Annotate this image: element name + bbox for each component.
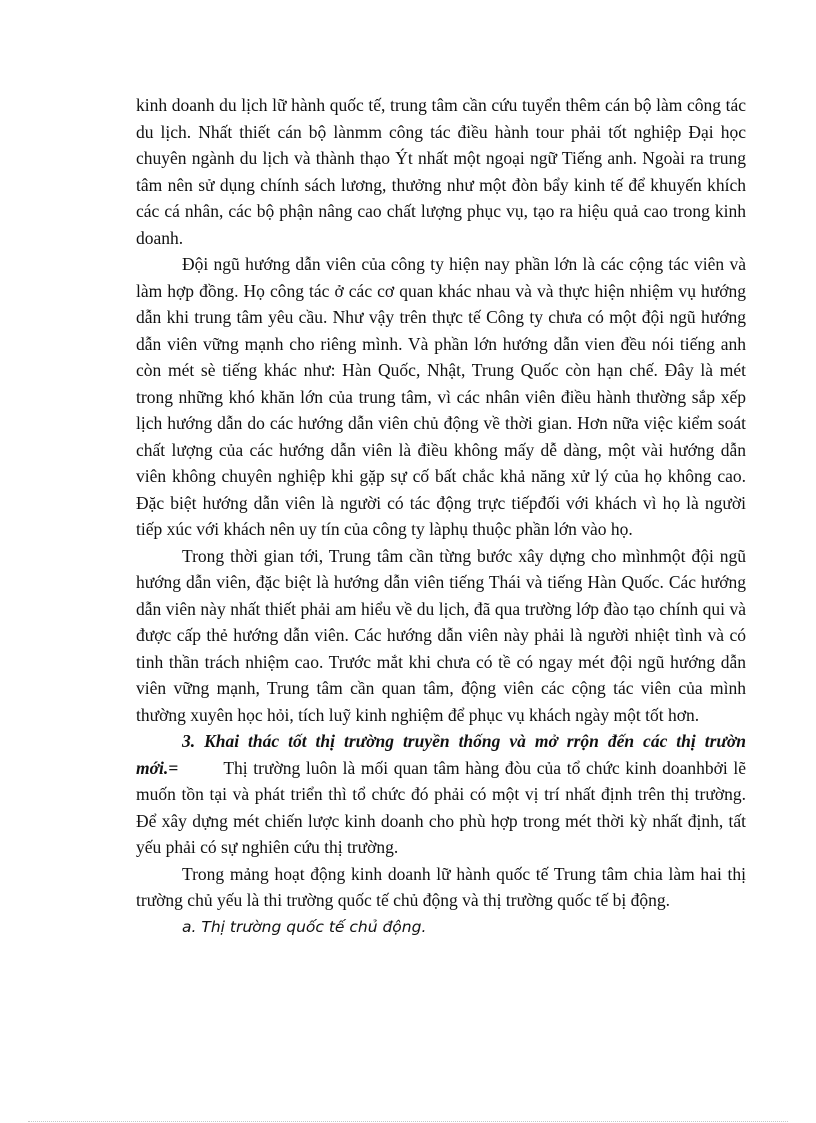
paragraph-tour-guides: Đội ngũ hướng dẫn viên của công ty hiện nay phần lớn là các cộng tác viên và làm hợp đồng. Họ công tác ở các cơ quan khác nhau và và thực hiện nhiệm vụ hướng dẫn khi trung tâm yêu cầu. Như vậy trên thực tế Công ty chưa có một đội ngũ hướng dẫn viên vững mạnh cho riêng mình. Và phần lớn hướng dẫn vien đều nói tiếng anh còn mét sè tiếng khác như: Hàn Quốc, Nhật, Trung Quốc còn hạn chế. Đây là mét trong những khó khăn lớn của trung tâm, vì các nhân viên điều hành thường sắp xếp lịch hướng dẫn do các hướng dẫn viên chủ động về thời gian. Hơn nữa việc kiểm soát chất lượng của các hướng dẫn viên là điều không mấy dễ dàng, một vài hướng dẫn viên không chuyên nghiệp khi gặp sự cố bất chắc khả năng xử lý của họ không cao. Đặc biệt hướng dẫn viên là người có tác động trực tiếpđối với khách vì họ là người tiếp xúc với khách nên uy tín của công ty làphụ thuộc phần lớn vào họ. <box>136 254 746 539</box>
paragraph-market-segments: Trong mảng hoạt động kinh doanh lữ hành quốc tế Trung tâm chia làm hai thị trường chủ yếu là thi trường quốc tế chủ động và thị trường quốc tế bị động. <box>136 863 746 910</box>
section-3-text: Thị trường luôn là mối quan tâm hàng đòu của tổ chức kinh doanhbởi lẽ muốn tồn tại và phát triển thì tổ chức đó phải có một vị trí nhất định trên thị trường. Để xây dựng mét chiến lược kinh doanh cho phù hợp trong mét thời kỳ nhất định, tất yếu phải có sự nghiên cứu thị trường. <box>136 757 747 857</box>
paragraph-section-3 <box>136 728 746 861</box>
subheading-active-market: a. Thị trường quốc tế chủ động. <box>182 917 427 936</box>
section-3-spacer <box>178 758 223 778</box>
page-bottom-rule <box>28 1121 788 1122</box>
section-3-heading: 3. Khai thác tốt thị trường truyền thống và mở rrộn đến các thị trườn mới.= <box>136 731 746 778</box>
paragraph-future-plan: Trong thời gian tới, Trung tâm cần từng bước xây dựng cho mìnhmột đội ngũ hướng dẫn viên, đặc biệt là hướng dẫn viên tiếng Thái và tiếng Hàn Quốc. Các hướng dẫn viên này nhất thiết phải am hiểu về du lịch, đã qua trường lớp đào tạo chính qui và được cấp thẻ hướng dẫn viên. Các hướng dẫn viên này phải là người nhiệt tình và có tinh thần trách nhiệm cao. Trước mắt khi chưa có tề có ngay mét đội ngũ hướng dẫn viên vững mạnh, Trung tâm cần quan tâm, động viên các cộng tác viên của mình thường xuyên học hỏi, tích luỹ kinh nghiệm để phục vụ khách ngày một tốt hơn. <box>136 545 746 725</box>
paragraph-staffing: kinh doanh du lịch lữ hành quốc tế, trung tâm cần cứu tuyển thêm cán bộ làm công tác du lịch. Nhất thiết cán bộ lànmm công tác điều hành tour phải tốt nghiệp Đại học chuyên ngành du lịch và thành thạo Ýt nhất một ngoại ngữ Tiếng anh. Ngoài ra trung tâm nên sử dụng chính sách lương, thưởng như một đòn bẩy kinh tế để khuyến khích các cá nhân, các bộ phận nâng cao chất lượng phục vụ, tạo ra hiệu quả cao trong kinh doanh. <box>136 95 746 248</box>
document-body <box>136 92 746 940</box>
